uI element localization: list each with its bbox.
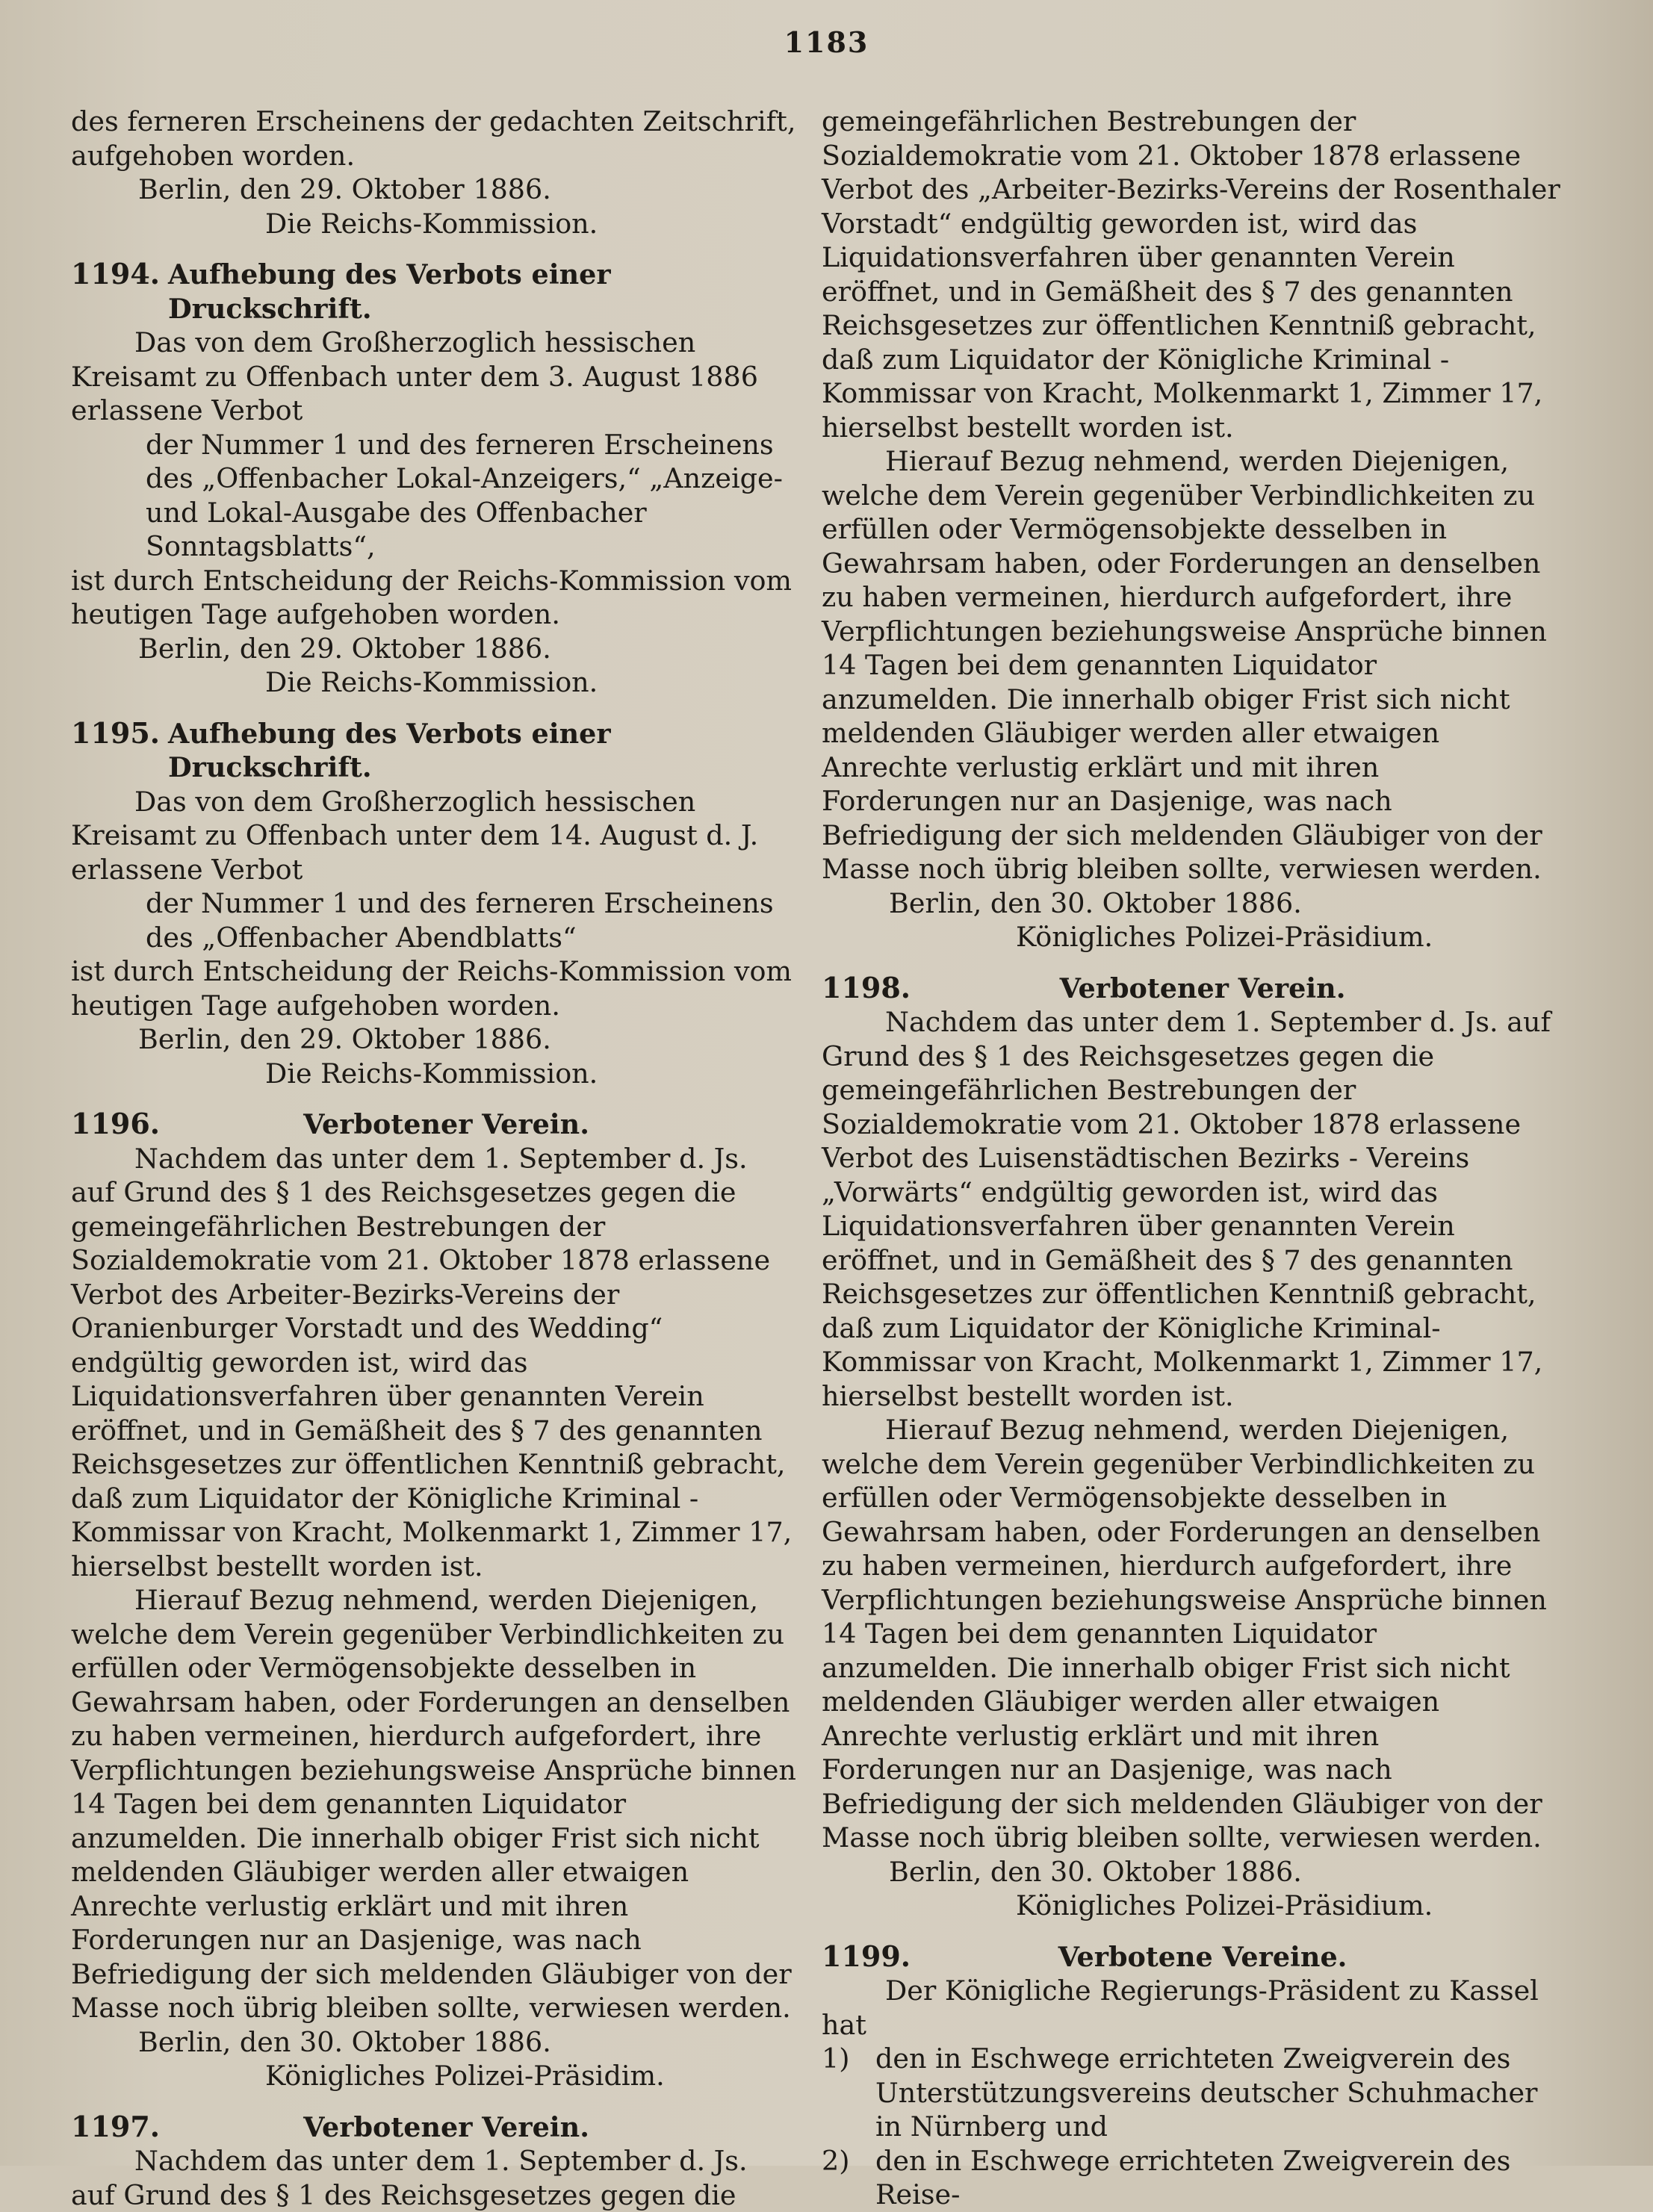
section-intro: Das von dem Großherzoglich hessischen Kreisamt zu Offenbach unter dem 3. August 1886 erlassene Verbot [71, 326, 758, 426]
section-title: Aufhebung des Verbots einer Druckschrift. [168, 258, 611, 325]
section-paragraph: Hierauf Bezug nehmend, werden Diejenigen, welche dem Verein gegenüber Verbindlichkeiten zu erfüllen oder Vermögensobjekte desselben in Gewahrsam haben, oder Forderungen an denselben zu haben vermeinen, hierdurch aufgefordert, ihre Verpflichtungen beziehungsweise Ansprüche binnen 14 Tagen bei dem genannten Liquidator anzumelden. Die innerhalb obiger Frist sich nicht meldenden Gläubiger werden aller etwaigen Anrechte verlustig erklärt und mit ihren Forderungen nur an Dasjenige, was nach Befriedigung der sich meldenden Gläubiger von der Masse noch übrig bleiben sollte, verwiesen werden. [822, 1414, 1547, 1854]
section-heading-1194 [71, 257, 799, 326]
continued-text-line: des ferneren Erscheinens der gedachten Zeitschrift, [71, 105, 796, 137]
section-paragraph: Hierauf Bezug nehmend, werden Diejenigen, welche dem Verein gegenüber Verbindlichkeiten zu erfüllen oder Vermögensobjekte desselben in Gewahrsam haben, oder Forderungen an denselben zu haben vermeinen, hierdurch aufgefordert, ihre Verpflichtungen beziehungsweise Ansprüche binnen 14 Tagen bei dem genannten Liquidator anzumelden. Die innerhalb obiger Frist sich nicht meldenden Gläubiger werden aller etwaigen Anrechte verlustig erklärt und mit ihren Forderungen nur an Dasjenige, was nach Befriedigung der sich meldenden Gläubiger von der Masse noch übrig bleiben sollte, verwiesen werden. [822, 445, 1547, 885]
section-number: 1199. [822, 1939, 911, 1973]
section-paragraph: Nachdem das unter dem 1. September d. Js. auf Grund des § 1 des Reichsgesetzes gegen die gemeingefährlichen Bestrebungen der Sozialdemokratie vom 21. Oktober 1878 erlassene Verbot des Luisenstädtischen Bezirks - Vereins „Vorwärts“ endgültig geworden ist, wird das Liquidationsverfahren über genannten Verein eröffnet, und in Gemäßheit des § 7 des genannten Reichsgesetzes zur öffentlichen Kenntniß gebracht, daß zum Liquidator der Königliche Kriminal-Kommissar von Kracht, Molkenmarkt 1, Zimmer 17, hierselbst bestellt worden ist. [822, 1006, 1551, 1412]
section-text: ist durch Entscheidung der Reichs-Kommission vom heutigen Tage aufgehoben worden. [71, 564, 793, 630]
list-marker: 1) [822, 2042, 850, 2075]
section-quote: der Nummer 1 und des ferneren Erscheinens des „Offenbacher Abendblatts“ [146, 887, 774, 954]
left-column [71, 105, 799, 2212]
signature-office: Königliches Polizei-Präsidim. [265, 2060, 665, 2092]
section-paragraph: Nachdem das unter dem 1. September d. Js. auf Grund des § 1 des Reichsgesetzes gegen die gemeingefährlichen Bestrebungen der Sozialdemokratie vom 21. Oktober 1878 erlassene Verbot des Arbeiter-Bezirks-Vereins der Oranienburger Vorstadt und des Wedding“ endgültig geworden ist, wird das Liquidationsverfahren über genannten Verein eröffnet, und in Gemäßheit des § 7 des genannten Reichsgesetzes zur öffentlichen Kenntniß gebracht, daß zum Liquidator der Königliche Kriminal - Kommissar von Kracht, Molkenmarkt 1, Zimmer 17, hierselbst bestellt worden ist. [71, 1142, 793, 1582]
signature-date: Berlin, den 30. Oktober 1886. [138, 2025, 551, 2058]
signature-office: Die Reichs-Kommission. [265, 666, 598, 698]
section-title: Verbotener Verein. [1059, 972, 1346, 1004]
section-heading-1197 [71, 2110, 799, 2145]
signature-date: Berlin, den 30. Oktober 1886. [889, 886, 1302, 919]
list-item [822, 2042, 1561, 2144]
section-title: Verbotene Vereine. [1058, 1940, 1347, 1973]
list-item-text: den in Eschwege errichteten Zweigverein des Reise- [875, 2144, 1511, 2211]
list-marker: 2) [822, 2144, 850, 2177]
section-paragraph: Hierauf Bezug nehmend, werden Diejenigen, welche dem Verein gegenüber Verbindlichkeiten zu erfüllen oder Vermögensobjekte desselben in Gewahrsam haben, oder Forderungen an denselben zu haben vermeinen, hierdurch aufgefordert, ihre Verpflichtungen beziehungsweise Ansprüche binnen 14 Tagen bei dem genannten Liquidator anzumelden. Die innerhalb obiger Frist sich nicht meldenden Gläubiger werden aller etwaigen Anrechte verlustig erklärt und mit ihren Forderungen nur an Dasjenige, was nach Befriedigung der sich meldenden Gläubiger von der Masse noch übrig bleiben sollte, verwiesen werden. [71, 1584, 796, 2024]
section-number: 1198. [822, 970, 911, 1004]
section-paragraph: Nachdem das unter dem 1. September d. Js. auf Grund des § 1 des Reichsgesetzes gegen die [71, 2145, 748, 2211]
signature-office: Königliches Polizei-Präsidium. [1016, 921, 1433, 953]
signature-office: Königliches Polizei-Präsidium. [1016, 1889, 1433, 1921]
section-title: Verbotener Verein. [303, 2110, 589, 2143]
section-text: ist durch Entscheidung der Reichs-Kommission vom heutigen Tage aufgehoben worden. [71, 955, 793, 1022]
right-column [822, 105, 1561, 2212]
section-heading-1196 [71, 1107, 799, 1142]
section-heading-1199 [822, 1939, 1561, 1975]
section-number: 1194. [71, 257, 160, 291]
section-heading-1195 [71, 716, 799, 785]
section-quote: der Nummer 1 und des ferneren Erscheinens des „Offenbacher Lokal-Anzeigers,“ „Anzeige- und Lokal-Ausgabe des Offenbacher Sonntagsblatts“, [146, 428, 783, 562]
continued-text-line: aufgehoben worden. [71, 139, 356, 172]
section-number: 1195. [71, 715, 160, 750]
signature-office: Die Reichs-Kommission. [265, 207, 598, 240]
section-number: 1197. [71, 2109, 160, 2143]
list-item [822, 2144, 1561, 2212]
section-title: Aufhebung des Verbots einer Druckschrift. [168, 717, 611, 783]
section-number: 1196. [71, 1107, 160, 1140]
signature-date: Berlin, den 29. Oktober 1886. [138, 173, 551, 205]
list-item-text: den in Eschwege errichteten Zweigverein des Unterstützungsvereins deutscher Schuhmacher in Nürnberg und [875, 2042, 1538, 2143]
signature-office: Die Reichs-Kommission. [265, 1057, 598, 1090]
page-number: 1183 [784, 25, 869, 59]
section-paragraph-continued: gemeingefährlichen Bestrebungen der Sozialdemokratie vom 21. Oktober 1878 erlassene Verbot des „Arbeiter-Bezirks-Vereins der Rosenthaler Vorstadt“ endgültig geworden ist, wird das Liquidationsverfahren über genannten Verein eröffnet, und in Gemäßheit des § 7 des genannten Reichsgesetzes zur öffentlichen Kenntniß gebracht, daß zum Liquidator der Königliche Kriminal - Kommissar von Kracht, Molkenmarkt 1, Zimmer 17, hierselbst bestellt worden ist. [822, 105, 1560, 444]
section-intro: Das von dem Großherzoglich hessischen Kreisamt zu Offenbach unter dem 14. August d. J. erlassene Verbot [71, 785, 759, 886]
section-title: Verbotener Verein. [303, 1108, 589, 1140]
signature-date: Berlin, den 30. Oktober 1886. [889, 1855, 1302, 1888]
signature-date: Berlin, den 29. Oktober 1886. [138, 632, 551, 665]
signature-date: Berlin, den 29. Oktober 1886. [138, 1023, 551, 1055]
section-heading-1198 [822, 971, 1561, 1006]
section-intro: Der Königliche Regierungs-Präsident zu Kassel hat [822, 1975, 1539, 2041]
